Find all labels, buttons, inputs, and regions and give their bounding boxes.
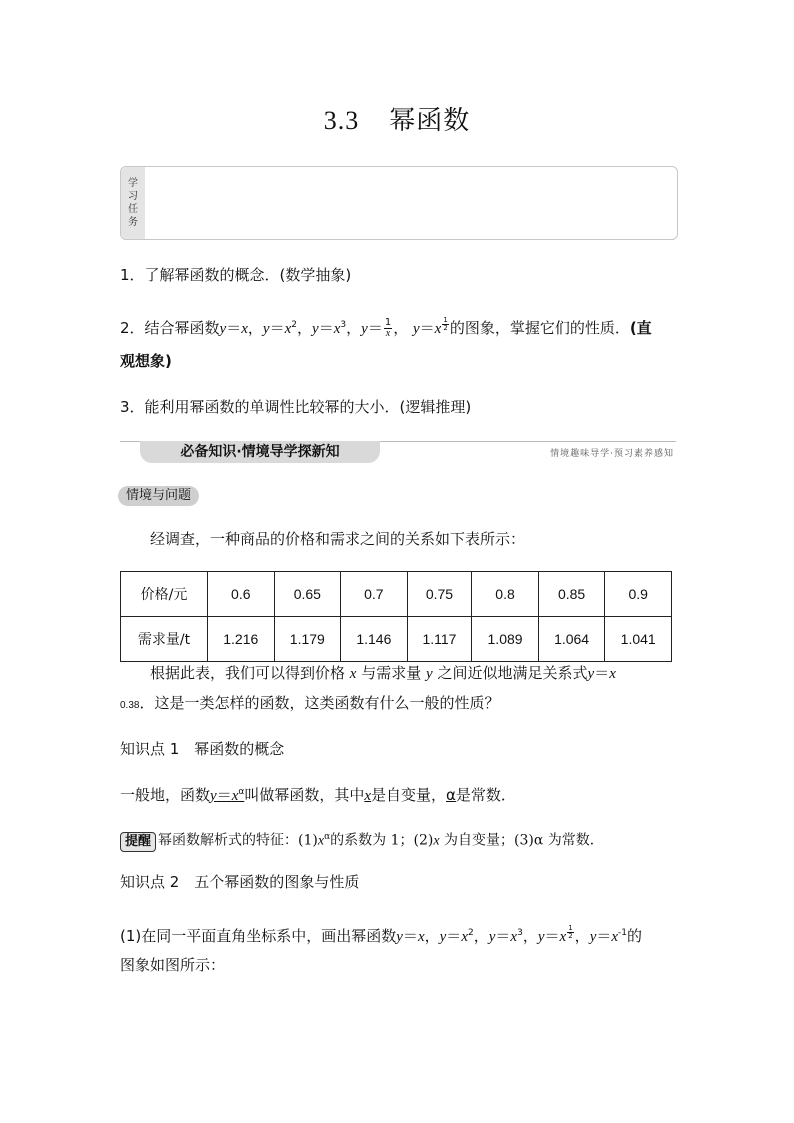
knowledge-point-1-heading: 知识点 1 幂函数的概念	[120, 740, 285, 758]
scenario-question: 根据此表，我们可以得到价格 x 与需求量 y 之间近似地满足关系式y＝x	[150, 664, 616, 682]
section-title: 幂函数	[389, 106, 471, 136]
knowledge-point-2-text-cont: 图象如图所示：	[120, 956, 226, 974]
tip-badge: 提醒	[120, 832, 156, 852]
tip-line: 提醒 幂函数解析式的特征：$(1)x^\alpha$的系数为 1；(2)x 为自变量；(3)α 为常数．	[120, 826, 604, 853]
section-banner-subtitle: 情境趣味导学·预习素养感知	[550, 449, 674, 459]
scenario-label: 情境与问题	[118, 486, 199, 506]
knowledge-point-2-text: (1)在同一平面直角坐标系中，画出幂函数y＝x，$y=x^2$，$y=x^3$，y＝x $^{\frac{1}{2}}$ ，$y=x^{-1}$的	[120, 924, 643, 945]
page-title	[0, 100, 794, 137]
learning-task-tab: 学 习 任 务	[121, 167, 145, 239]
task-2-cont: 观想象)	[120, 352, 172, 370]
table-header-price: 价格/元	[121, 572, 208, 617]
task-3: 3．能利用幂函数的单调性比较幂的大小．(逻辑推理)	[120, 398, 472, 416]
scenario-intro: 经调查，一种商品的价格和需求之间的关系如下表所示：	[150, 530, 526, 548]
learning-task-box	[120, 166, 678, 240]
table-row: 价格/元 0.6 0.65 0.7 0.75 0.8 0.85 0.9	[121, 572, 672, 617]
scenario-question-cont: 0.38．这是一类怎样的函数，这类函数有什么一般的性质？	[120, 694, 500, 712]
task-2: 2．结合幂函数y＝x，$y=x^2$，$y=x^3$，y＝ $\frac{1}{x}$ ， y＝x $^{\frac{1}{2}}$ 的图象，掌握它们的性质．(直	[120, 316, 652, 339]
knowledge-point-1-definition: 一般地，函数$y=x^\alpha$叫做幂函数，其中x是自变量，α是常数．	[120, 786, 516, 804]
price-demand-table	[120, 571, 672, 662]
section-banner: 必备知识·情境导学探新知	[140, 441, 380, 463]
section-number: 3.3	[323, 106, 360, 135]
table-row: 需求量/t 1.216 1.179 1.146 1.117 1.089 1.064 1.041	[121, 617, 672, 662]
table-header-demand: 需求量/t	[121, 617, 208, 662]
knowledge-point-2-heading: 知识点 2 五个幂函数的图象与性质	[120, 873, 360, 891]
task-1: 1．了解幂函数的概念．(数学抽象)	[120, 266, 352, 284]
